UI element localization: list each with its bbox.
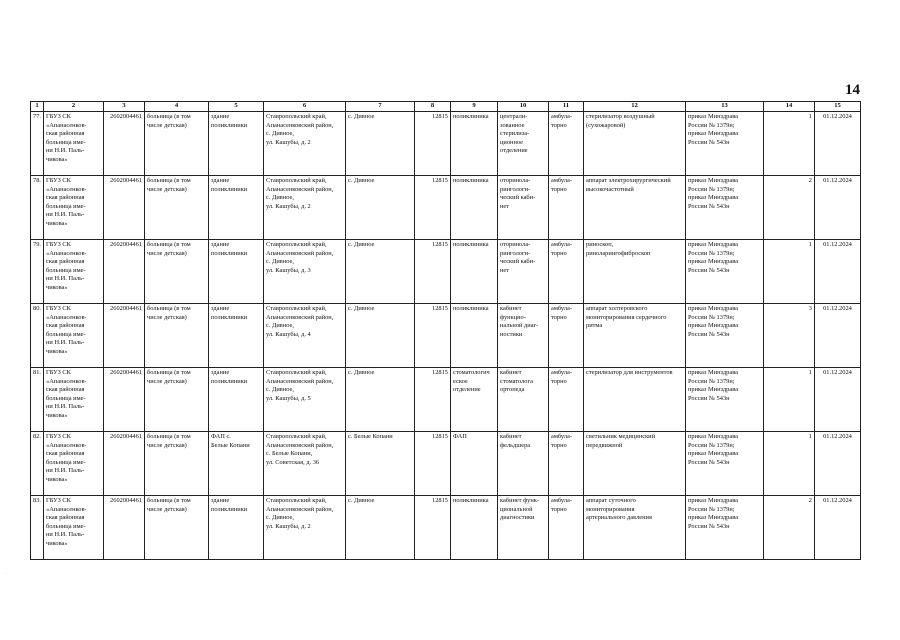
page-number: 14: [845, 82, 860, 98]
date-cell: 01.12.2024: [815, 112, 861, 176]
organization-cell: ГБУЗ СК «Апанасенков- ская районная больница име- ни Н.И. Паль- чикова»: [44, 368, 104, 432]
organization-cell: ГБУЗ СК «Апанасенков- ская районная больница име- ни Н.И. Паль- чикова»: [44, 432, 104, 496]
division-cell: поликлиника: [451, 240, 498, 304]
room-cell: кабинет фельдшера: [498, 432, 549, 496]
column-number: 3: [104, 102, 145, 112]
column-number: 6: [264, 102, 346, 112]
column-number: 15: [815, 102, 861, 112]
facility-type-cell: больница (в том числе детская): [145, 496, 209, 560]
room-cell: централи- зованное стерилиза- ционное отделение: [498, 112, 549, 176]
division-cell: ФАП: [451, 432, 498, 496]
inn-code-cell: 2602004461: [104, 176, 145, 240]
row-number-cell: 78.: [31, 176, 44, 240]
facility-type-cell: больница (в том числе детская): [145, 368, 209, 432]
okato-code-cell: 12815: [415, 304, 451, 368]
care-form-cell: амбула- торно: [549, 112, 584, 176]
address-cell: Ставропольский край, Апанасенковский район, с. Дивное, ул. Кашубы, д. 5: [264, 368, 346, 432]
standard-cell: приказ Минздрава России № 1379н; приказ Минздрава России № 543н: [686, 112, 764, 176]
column-number: 5: [209, 102, 264, 112]
organization-cell: ГБУЗ СК «Апанасенков- ская районная больница име- ни Н.И. Паль- чикова»: [44, 112, 104, 176]
standard-cell: приказ Минздрава России № 1379н; приказ Минздрава России № 543н: [686, 368, 764, 432]
building-cell: здание поликлиники: [209, 112, 264, 176]
date-cell: 01.12.2024: [815, 496, 861, 560]
facility-type-cell: больница (в том числе детская): [145, 432, 209, 496]
okato-code-cell: 12815: [415, 176, 451, 240]
care-form-cell: амбула- торно: [549, 304, 584, 368]
care-form-cell: амбула- торно: [549, 368, 584, 432]
row-number-cell: 79.: [31, 240, 44, 304]
facility-type-cell: больница (в том числе детская): [145, 112, 209, 176]
division-cell: поликлиника: [451, 496, 498, 560]
locality-cell: с. Дивное: [346, 368, 415, 432]
building-cell: здание поликлиники: [209, 304, 264, 368]
row-number-cell: 77.: [31, 112, 44, 176]
address-cell: Ставропольский край, Апанасенковский район, с. Дивное, ул. Кашубы, д. 4: [264, 304, 346, 368]
building-cell: здание поликлиники: [209, 496, 264, 560]
table-row: [31, 368, 861, 432]
row-number-cell: 82.: [31, 432, 44, 496]
equipment-cell: стерилизатор для инструментов: [584, 368, 686, 432]
equipment-table: [30, 101, 861, 560]
facility-type-cell: больница (в том числе детская): [145, 304, 209, 368]
row-number-cell: 81.: [31, 368, 44, 432]
okato-code-cell: 12815: [415, 240, 451, 304]
column-number: 14: [764, 102, 815, 112]
address-cell: Ставропольский край, Апанасенковский район, с. Дивное, ул. Кашубы, д. 2: [264, 112, 346, 176]
care-form-cell: амбула- торно: [549, 496, 584, 560]
address-cell: Ставропольский край, Апанасенковский район, с. Белые Копани, ул. Советская, д. 36: [264, 432, 346, 496]
care-form-cell: амбула- торно: [549, 240, 584, 304]
quantity-cell: 1: [764, 112, 815, 176]
column-number: 12: [584, 102, 686, 112]
date-cell: 01.12.2024: [815, 304, 861, 368]
column-number: 1: [31, 102, 44, 112]
care-form-cell: амбула- торно: [549, 432, 584, 496]
equipment-cell: аппарат суточного мониторирования артериального давления: [584, 496, 686, 560]
address-cell: Ставропольский край, Апанасенковский район, с. Дивное, ул. Кашубы, д. 2: [264, 176, 346, 240]
locality-cell: с. Дивное: [346, 112, 415, 176]
locality-cell: с. Дивное: [346, 176, 415, 240]
facility-type-cell: больница (в том числе детская): [145, 240, 209, 304]
quantity-cell: 2: [764, 496, 815, 560]
locality-cell: с. Дивное: [346, 240, 415, 304]
inn-code-cell: 2602004461: [104, 240, 145, 304]
address-cell: Ставропольский край, Апанасенковский район, с. Дивное, ул. Кашубы, д. 3: [264, 240, 346, 304]
inn-code-cell: 2602004461: [104, 496, 145, 560]
quantity-cell: 3: [764, 304, 815, 368]
equipment-cell: риноскоп, риноларингофиброскоп: [584, 240, 686, 304]
column-number: 2: [44, 102, 104, 112]
table-row: [31, 240, 861, 304]
care-form-cell: амбула- торно: [549, 176, 584, 240]
column-number: 9: [451, 102, 498, 112]
date-cell: 01.12.2024: [815, 432, 861, 496]
equipment-cell: аппарат электрохирургический высокочастотный: [584, 176, 686, 240]
organization-cell: ГБУЗ СК «Апанасенков- ская районная больница име- ни Н.И. Паль- чикова»: [44, 176, 104, 240]
column-number: 11: [549, 102, 584, 112]
division-cell: поликлиника: [451, 304, 498, 368]
locality-cell: с. Белые Копани: [346, 432, 415, 496]
column-number: 10: [498, 102, 549, 112]
room-cell: оторинола- рингологи- ческий каби- нет: [498, 240, 549, 304]
table-row: [31, 112, 861, 176]
building-cell: ФАП с. Белые Копани: [209, 432, 264, 496]
locality-cell: с. Дивное: [346, 496, 415, 560]
quantity-cell: 1: [764, 240, 815, 304]
standard-cell: приказ Минздрава России № 1379н; приказ Минздрава России № 543н: [686, 240, 764, 304]
standard-cell: приказ Минздрава России № 1379н; приказ Минздрава России № 543н: [686, 176, 764, 240]
quantity-cell: 1: [764, 368, 815, 432]
building-cell: здание поликлиники: [209, 176, 264, 240]
column-number: 13: [686, 102, 764, 112]
building-cell: здание поликлиники: [209, 368, 264, 432]
date-cell: 01.12.2024: [815, 176, 861, 240]
building-cell: здание поликлиники: [209, 240, 264, 304]
equipment-cell: светильник медицинский передвижной: [584, 432, 686, 496]
locality-cell: с. Дивное: [346, 304, 415, 368]
division-cell: поликлиника: [451, 176, 498, 240]
column-number-row: [31, 102, 861, 112]
column-number: 8: [415, 102, 451, 112]
organization-cell: ГБУЗ СК «Апанасенков- ская районная больница име- ни Н.И. Паль- чикова»: [44, 240, 104, 304]
room-cell: кабинет функ- циональной диагностики: [498, 496, 549, 560]
room-cell: кабинет стоматолога ортопеда: [498, 368, 549, 432]
row-number-cell: 83.: [31, 496, 44, 560]
inn-code-cell: 2602004461: [104, 368, 145, 432]
scan-speck: ·: [5, 572, 7, 577]
organization-cell: ГБУЗ СК «Апанасенков- ская районная больница име- ни Н.И. Паль- чикова»: [44, 304, 104, 368]
column-number: 4: [145, 102, 209, 112]
equipment-cell: аппарат холтеровского мониторирования сердечного ритма: [584, 304, 686, 368]
table-row: [31, 176, 861, 240]
organization-cell: ГБУЗ СК «Апанасенков- ская районная больница име- ни Н.И. Паль- чикова»: [44, 496, 104, 560]
quantity-cell: 2: [764, 176, 815, 240]
division-cell: стоматологич еское отделение: [451, 368, 498, 432]
standard-cell: приказ Минздрава России № 1379н; приказ Минздрава России № 543н: [686, 496, 764, 560]
inn-code-cell: 2602004461: [104, 112, 145, 176]
table-row: [31, 496, 861, 560]
okato-code-cell: 12815: [415, 112, 451, 176]
inn-code-cell: 2602004461: [104, 432, 145, 496]
inn-code-cell: 2602004461: [104, 304, 145, 368]
row-number-cell: 80.: [31, 304, 44, 368]
standard-cell: приказ Минздрава России № 1379н; приказ Минздрава России № 543н: [686, 432, 764, 496]
division-cell: поликлиника: [451, 112, 498, 176]
room-cell: кабинет функцио- нальной диаг- ностики: [498, 304, 549, 368]
facility-type-cell: больница (в том числе детская): [145, 176, 209, 240]
standard-cell: приказ Минздрава России № 1379н; приказ Минздрава России № 543н: [686, 304, 764, 368]
table-row: [31, 432, 861, 496]
room-cell: оторинола- рингологи- ческий каби- нет: [498, 176, 549, 240]
table-row: [31, 304, 861, 368]
date-cell: 01.12.2024: [815, 368, 861, 432]
okato-code-cell: 12815: [415, 432, 451, 496]
equipment-cell: стерилизатор воздушный (сухожаровой): [584, 112, 686, 176]
column-number: 7: [346, 102, 415, 112]
quantity-cell: 1: [764, 432, 815, 496]
table-body: [31, 102, 861, 560]
address-cell: Ставропольский край, Апанасенковский район, с. Дивное, ул. Кашубы, д. 2: [264, 496, 346, 560]
okato-code-cell: 12815: [415, 368, 451, 432]
okato-code-cell: 12815: [415, 496, 451, 560]
date-cell: 01.12.2024: [815, 240, 861, 304]
